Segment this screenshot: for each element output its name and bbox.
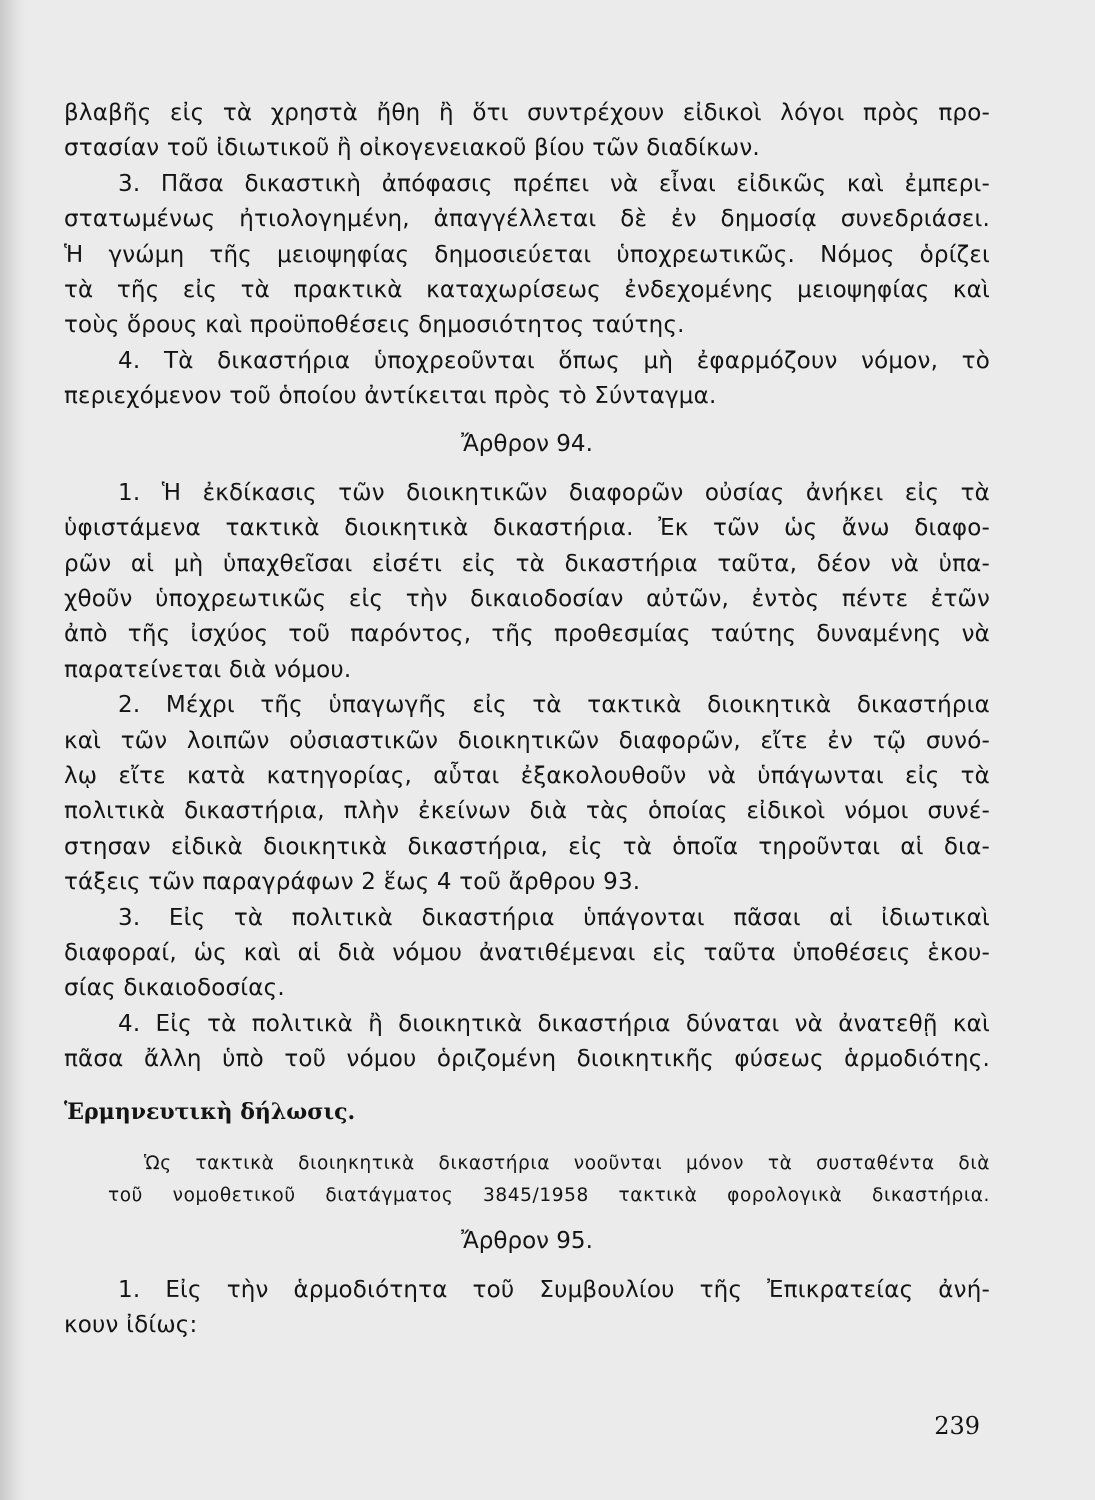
text-line: ρῶν αἱ μὴ ὑπαχθεῖσαι εἰσέτι εἰς τὰ δικαστήρια ταῦτα, δέον νὰ ὑπα- (64, 550, 990, 577)
text-line: περιεχόμενον τοῦ ὁποίου ἀντίκειται πρὸς τὸ Σύνταγμα. (64, 383, 717, 410)
note-line: Ὡς τακτικὰ διοιηκητικὰ δικαστήρια νοοῦνται μόνον τὰ συσταθέντα διὰ (144, 1152, 990, 1174)
text-line: πᾶσα ἄλλη ὑπὸ τοῦ νόμου ὁριζομένη διοικητικῆς φύσεως ἁρμοδιότης. (64, 1046, 990, 1073)
text-line: λῳ εἴτε κατὰ κατηγορίας, αὗται ἐξακολουθοῦν νὰ ὑπάγωνται εἰς τὰ (64, 763, 990, 790)
text-line: πολιτικὰ δικαστήρια, πλὴν ἐκείνων διὰ τὰς ὁποίας εἰδικοὶ νόμοι συνέ- (64, 798, 990, 825)
book-spine-shadow (0, 0, 26, 1500)
text-line: διαφοραί, ὡς καὶ αἱ διὰ νόμου ἀνατιθέμεναι εἰς ταῦτα ὑποθέσεις ἑκου- (64, 939, 990, 966)
document-page (64, 96, 990, 1344)
article-93-continuation (64, 96, 990, 415)
text-line: σίας δικαιοδοσίας. (64, 975, 285, 1002)
page-number: 239 (934, 1412, 980, 1440)
text-line: ἀπὸ τῆς ἰσχύος τοῦ παρόντος, τῆς προθεσμίας ταύτης δυναμένης νὰ (64, 621, 990, 648)
text-line: τάξεις τῶν παραγράφων 2 ἕως 4 τοῦ ἄρθρου 93. (64, 869, 641, 896)
text-line: 4. Τὰ δικαστήρια ὑποχρεοῦνται ὅπως μὴ ἐφαρμόζουν νόμον, τὸ (118, 347, 990, 374)
text-line: 3. Εἰς τὰ πολιτικὰ δικαστήρια ὑπάγονται πᾶσαι αἱ ἰδιωτικαὶ (118, 904, 990, 931)
text-line: στησαν εἰδικὰ διοικητικὰ δικαστήρια, εἰς τὰ ὁποῖα τηροῦνται αἱ δια- (64, 833, 990, 860)
text-line: 3. Πᾶσα δικαστικὴ ἀπόφασις πρέπει νὰ εἶναι εἰδικῶς καὶ ἐμπερι- (118, 170, 990, 197)
text-line: στασίαν τοῦ ἰδιωτικοῦ ἢ οἰκογενειακοῦ βίου τῶν διαδίκων. (64, 135, 760, 162)
text-line: ὑφιστάμενα τακτικὰ διοικητικὰ δικαστήρια. Ἐκ τῶν ὡς ἄνω διαφο- (64, 515, 990, 542)
article-95-body (64, 1273, 990, 1344)
text-line: χθοῦν ὑποχρεωτικῶς εἰς τὴν δικαιοδοσίαν αὐτῶν, ἐντὸς πέντε ἐτῶν (64, 586, 990, 613)
note-line: τοῦ νομοθετικοῦ διατάγματος 3845/1958 τακτικὰ φορολογικὰ δικαστήρια. (108, 1184, 990, 1206)
text-line: 4. Εἰς τὰ πολιτικὰ ἢ διοικητικὰ δικαστήρια δύναται νὰ ἀνατεθῇ καὶ (118, 1010, 990, 1037)
interpretive-statement-heading: Ἑρμηνευτικὴ δήλωσις. (64, 1098, 356, 1125)
text-line: στατωμένως ἠτιολογημένη, ἀπαγγέλλεται δὲ ἐν δημοσίᾳ συνεδριάσει. (64, 206, 990, 233)
article-94-body (64, 476, 990, 1078)
text-line: Ἡ γνώμη τῆς μειοψηφίας δημοσιεύεται ὑποχρεωτικῶς. Νόμος ὁρίζει (64, 241, 990, 268)
text-line: τὰ τῆς εἰς τὰ πρακτικὰ καταχωρίσεως ἐνδεχομένης μειοψηφίας καὶ (64, 276, 990, 303)
text-line: τοὺς ὅρους καὶ προϋποθέσεις δημοσιότητος ταύτης. (64, 312, 685, 339)
text-line: κουν ἰδίως: (64, 1312, 198, 1339)
text-line: 1. Εἰς τὴν ἁρμοδιότητα τοῦ Συμβουλίου τῆς Ἐπικρατείας ἀνή- (118, 1276, 990, 1303)
text-line: 1. Ἡ ἐκδίκασις τῶν διοικητικῶν διαφορῶν οὐσίας ἀνήκει εἰς τὰ (118, 479, 990, 506)
article-95-heading: Ἄρθρον 95. (461, 1227, 593, 1254)
text-line: παρατείνεται διὰ νόμου. (64, 656, 352, 683)
text-line: 2. Μέχρι τῆς ὑπαγωγῆς εἰς τὰ τακτικὰ διοικητικὰ δικαστήρια (118, 692, 990, 719)
article-94-heading: Ἄρθρον 94. (461, 430, 593, 457)
text-line: καὶ τῶν λοιπῶν οὐσιαστικῶν διοικητικῶν διαφορῶν, εἴτε ἐν τῷ συνό- (64, 727, 990, 754)
interpretive-statement-note (64, 1148, 990, 1212)
text-line: βλαβῆς εἰς τὰ χρηστὰ ἤθη ἢ ὅτι συντρέχουν εἰδικοὶ λόγοι πρὸς προ- (64, 100, 990, 126)
